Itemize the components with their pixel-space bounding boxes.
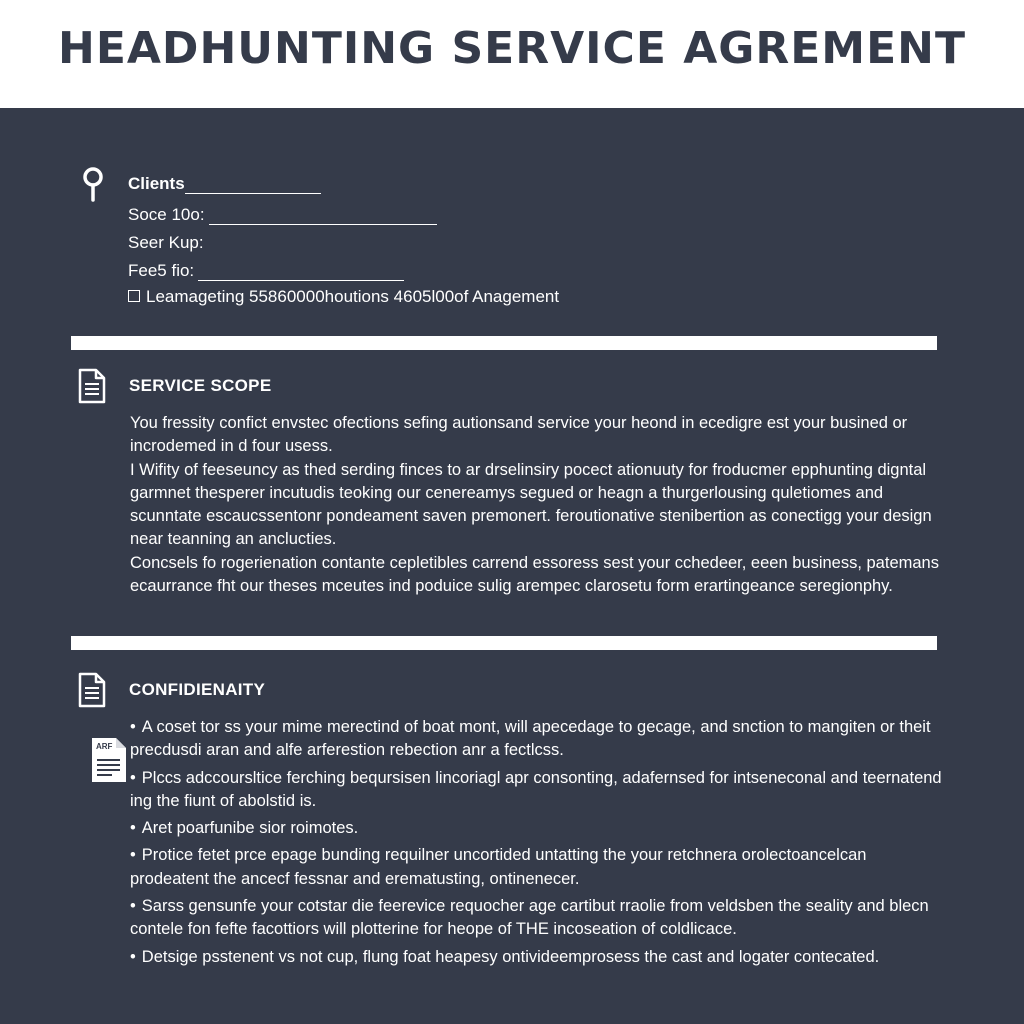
document-icon — [76, 672, 108, 708]
agreement-checkbox[interactable] — [128, 290, 140, 302]
confidentiality-heading: CONFIDIENAITY — [129, 680, 266, 699]
list-item: • Aret poarfunibe sior roimotes. — [130, 817, 942, 840]
list-item: • Protice fetet prce epage bunding requilner uncortided untatting the your retchnera orolectoancelcan prodeatent the ancecf fessnar and erematusting, ontinenecer. — [130, 844, 942, 891]
agreement-checkbox-row[interactable] — [128, 287, 559, 307]
section-divider — [71, 636, 937, 650]
service-scope-body — [130, 412, 942, 598]
scope-underline — [209, 208, 437, 225]
service-scope-paragraph: Concsels fo rogerienation contante cepletibles carrend essoress sest your cchedeer, eeen business, patemans ecaurrance fht our theses mceutes ind poduice sulig arempec clarosetu form erartingeance seregionphy. — [130, 554, 939, 595]
service-scope-heading: SERVICE SCOPE — [129, 376, 272, 395]
title-banner — [0, 0, 1024, 108]
clients-field — [128, 174, 321, 194]
contract-icon-label: ARF — [96, 742, 113, 751]
service-scope-paragraph: I Wifity of feeseuncy as thed serding finces to ar drselinsiry pocect ationuuty for froducmer epphunting digntal garmnet thesperer incutudis teoking our cenereamys segued or heagn a thurgerlousing quletiomes and scunntate escaucssentonr pondeament saven premonert. feroutionative stenibertion as conectigg your design near teanning an anclucties. — [130, 461, 932, 548]
list-item: • Sarss gensunfe your cotstar die feerevice requocher age cartibut rraolie from veldsben the seality and blecn contele fon fefte facottiors will plotterine for heope of THE incoseation of coldlicace. — [130, 895, 942, 942]
service-scope-paragraph: You fressity confict envstec ofections sefing autionsand service your heond in ecedigre est your busined or incrodemed in d four usess. — [130, 414, 908, 455]
clients-label: Clients — [128, 174, 185, 193]
document-title: HEADHUNTING SERVICE AGREMENT — [58, 22, 966, 74]
scope-field — [128, 205, 437, 225]
section-divider — [71, 336, 937, 350]
agreement-checkbox-label: Leamageting 55860000houtions 4605l00of Anagement — [146, 287, 560, 306]
document-icon — [76, 368, 108, 404]
seer-label: Seer Kup: — [128, 233, 204, 252]
clients-underline — [185, 177, 321, 194]
list-item: • Detsige psstenent vs not cup, flung foat heapesy ontivideemprosess the cast and logater contecated. — [130, 946, 942, 969]
contract-document-icon — [90, 736, 128, 784]
scope-label: Soce 10o: — [128, 205, 205, 224]
fees-underline — [198, 264, 404, 281]
confidentiality-list — [130, 716, 942, 973]
list-item: • A coset tor ss your mime merectind of boat mont, will apecedage to gecage, and snction to mangiten or theit precdusdi aran and alfe arferestion rebection anr a fectlcss. — [130, 716, 942, 763]
list-item: • Plccs adccoursltice ferching beqursisen lincoriagl apr consonting, adafernsed for intseneconal and teernatend ing the fiunt of abolstid is. — [130, 767, 942, 814]
location-pin-icon — [82, 166, 104, 204]
seer-field — [128, 233, 204, 253]
fees-field — [128, 261, 404, 281]
fees-label: Fee5 fio: — [128, 261, 195, 280]
